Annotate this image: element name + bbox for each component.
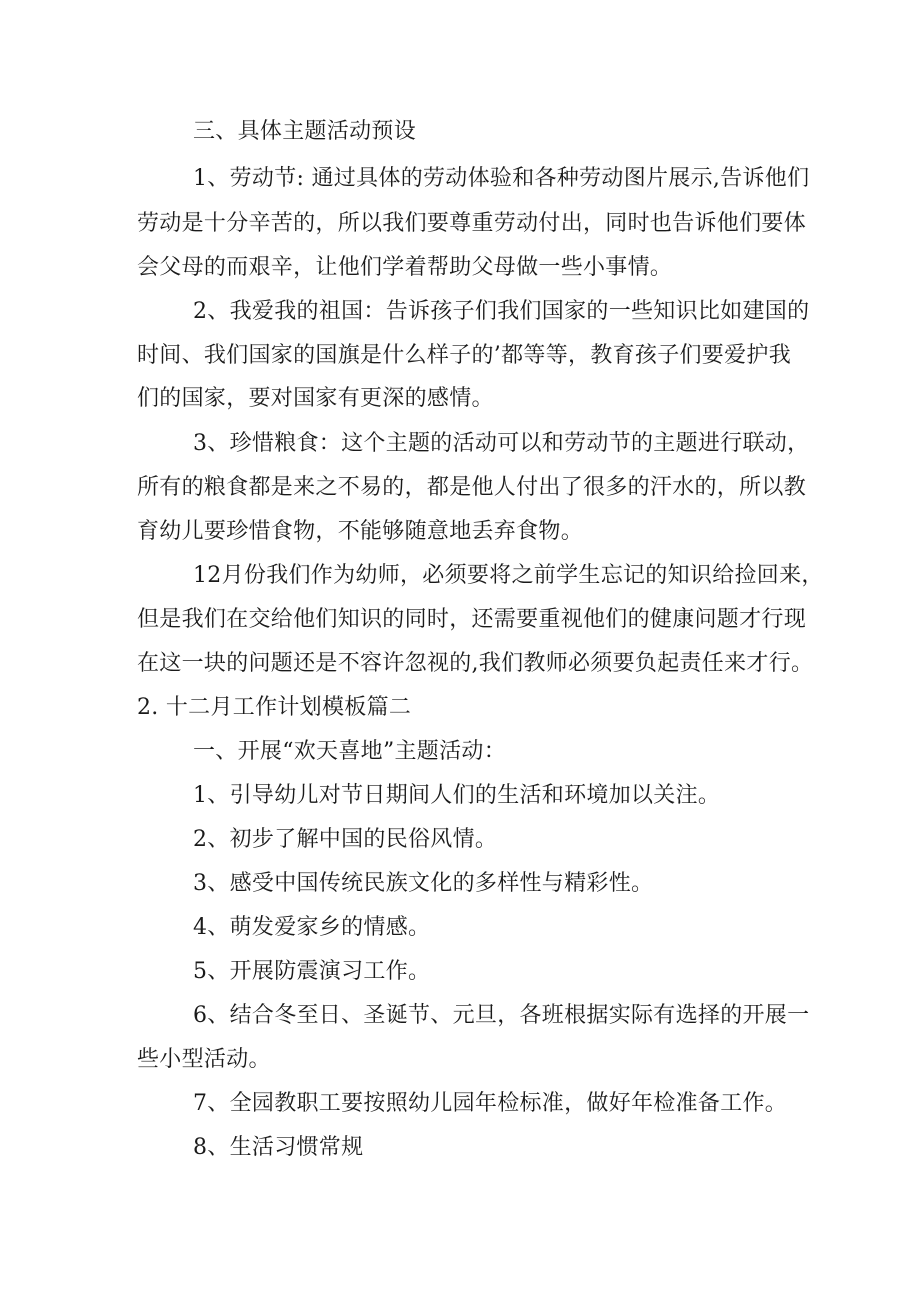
list-item-6-cont: 些小型活动。 (137, 1047, 271, 1072)
paragraph-december-summary-cont: 但是我们在交给他们知识的同时，还需要重视他们的健康问题才行现 (137, 607, 807, 632)
paragraph-love-motherland: 2、我爱我的祖国：告诉孩子们我们国家的一些知识比如建国的 (193, 299, 810, 324)
paragraph-labor-day-cont: 劳动是十分辛苦的，所以我们要尊重劳动付出，同时也告诉他们要体 (137, 211, 807, 236)
list-item-4: 4、萌发爱家乡的情感。 (193, 915, 431, 940)
paragraph-labor-day-cont: 会父母的而艰辛，让他们学着帮助父母做一些小事情。 (137, 255, 673, 280)
paragraph-love-motherland-cont: 们的国家，要对国家有更深的感情。 (137, 386, 494, 411)
section-heading-activities: 三、具体主题活动预设 (193, 119, 417, 144)
list-item-6: 6、结合冬至日、圣诞节、元旦，各班根据实际有选择的开展一 (193, 1003, 810, 1028)
paragraph-labor-day: 1、劳动节: 通过具体的劳动体验和各种劳动图片展示,告诉他们 (193, 166, 810, 191)
list-item-2: 2、初步了解中国的民俗风情。 (193, 827, 498, 852)
list-item-5: 5、开展防震演习工作。 (193, 959, 431, 984)
list-item-3: 3、感受中国传统民族文化的多样性与精彩性。 (193, 871, 654, 896)
paragraph-december-summary-cont: 在这一块的问题还是不容许忽视的,我们教师必须要负起责任来才行。 (137, 651, 814, 676)
paragraph-cherish-food: 3、珍惜粮食：这个主题的活动可以和劳动节的主题进行联动， (193, 431, 810, 456)
list-item-7: 7、全园教职工要按照幼儿园年检标准，做好年检准备工作。 (193, 1091, 788, 1116)
paragraph-december-summary: 12月份我们作为幼师，必须要将之前学生忘记的知识给捡回来， (193, 563, 824, 588)
subsection-heading-theme: 一、开展“欢天喜地”主题活动： (193, 739, 506, 764)
paragraph-cherish-food-cont: 所有的粮食都是来之不易的，都是他人付出了很多的汗水的，所以教 (137, 475, 807, 500)
section-title-template-two: 2. 十二月工作计划模板篇二 (137, 695, 412, 720)
paragraph-cherish-food-cont: 育幼儿要珍惜食物，不能够随意地丢弃食物。 (137, 519, 584, 544)
list-item-1: 1、引导幼儿对节日期间人们的生活和环境加以关注。 (193, 783, 721, 808)
list-item-8: 8、生活习惯常规 (193, 1135, 364, 1160)
paragraph-love-motherland-cont: 时间、我们国家的国旗是什么样子的’都等等，教育孩子们要爱护我 (137, 343, 791, 368)
